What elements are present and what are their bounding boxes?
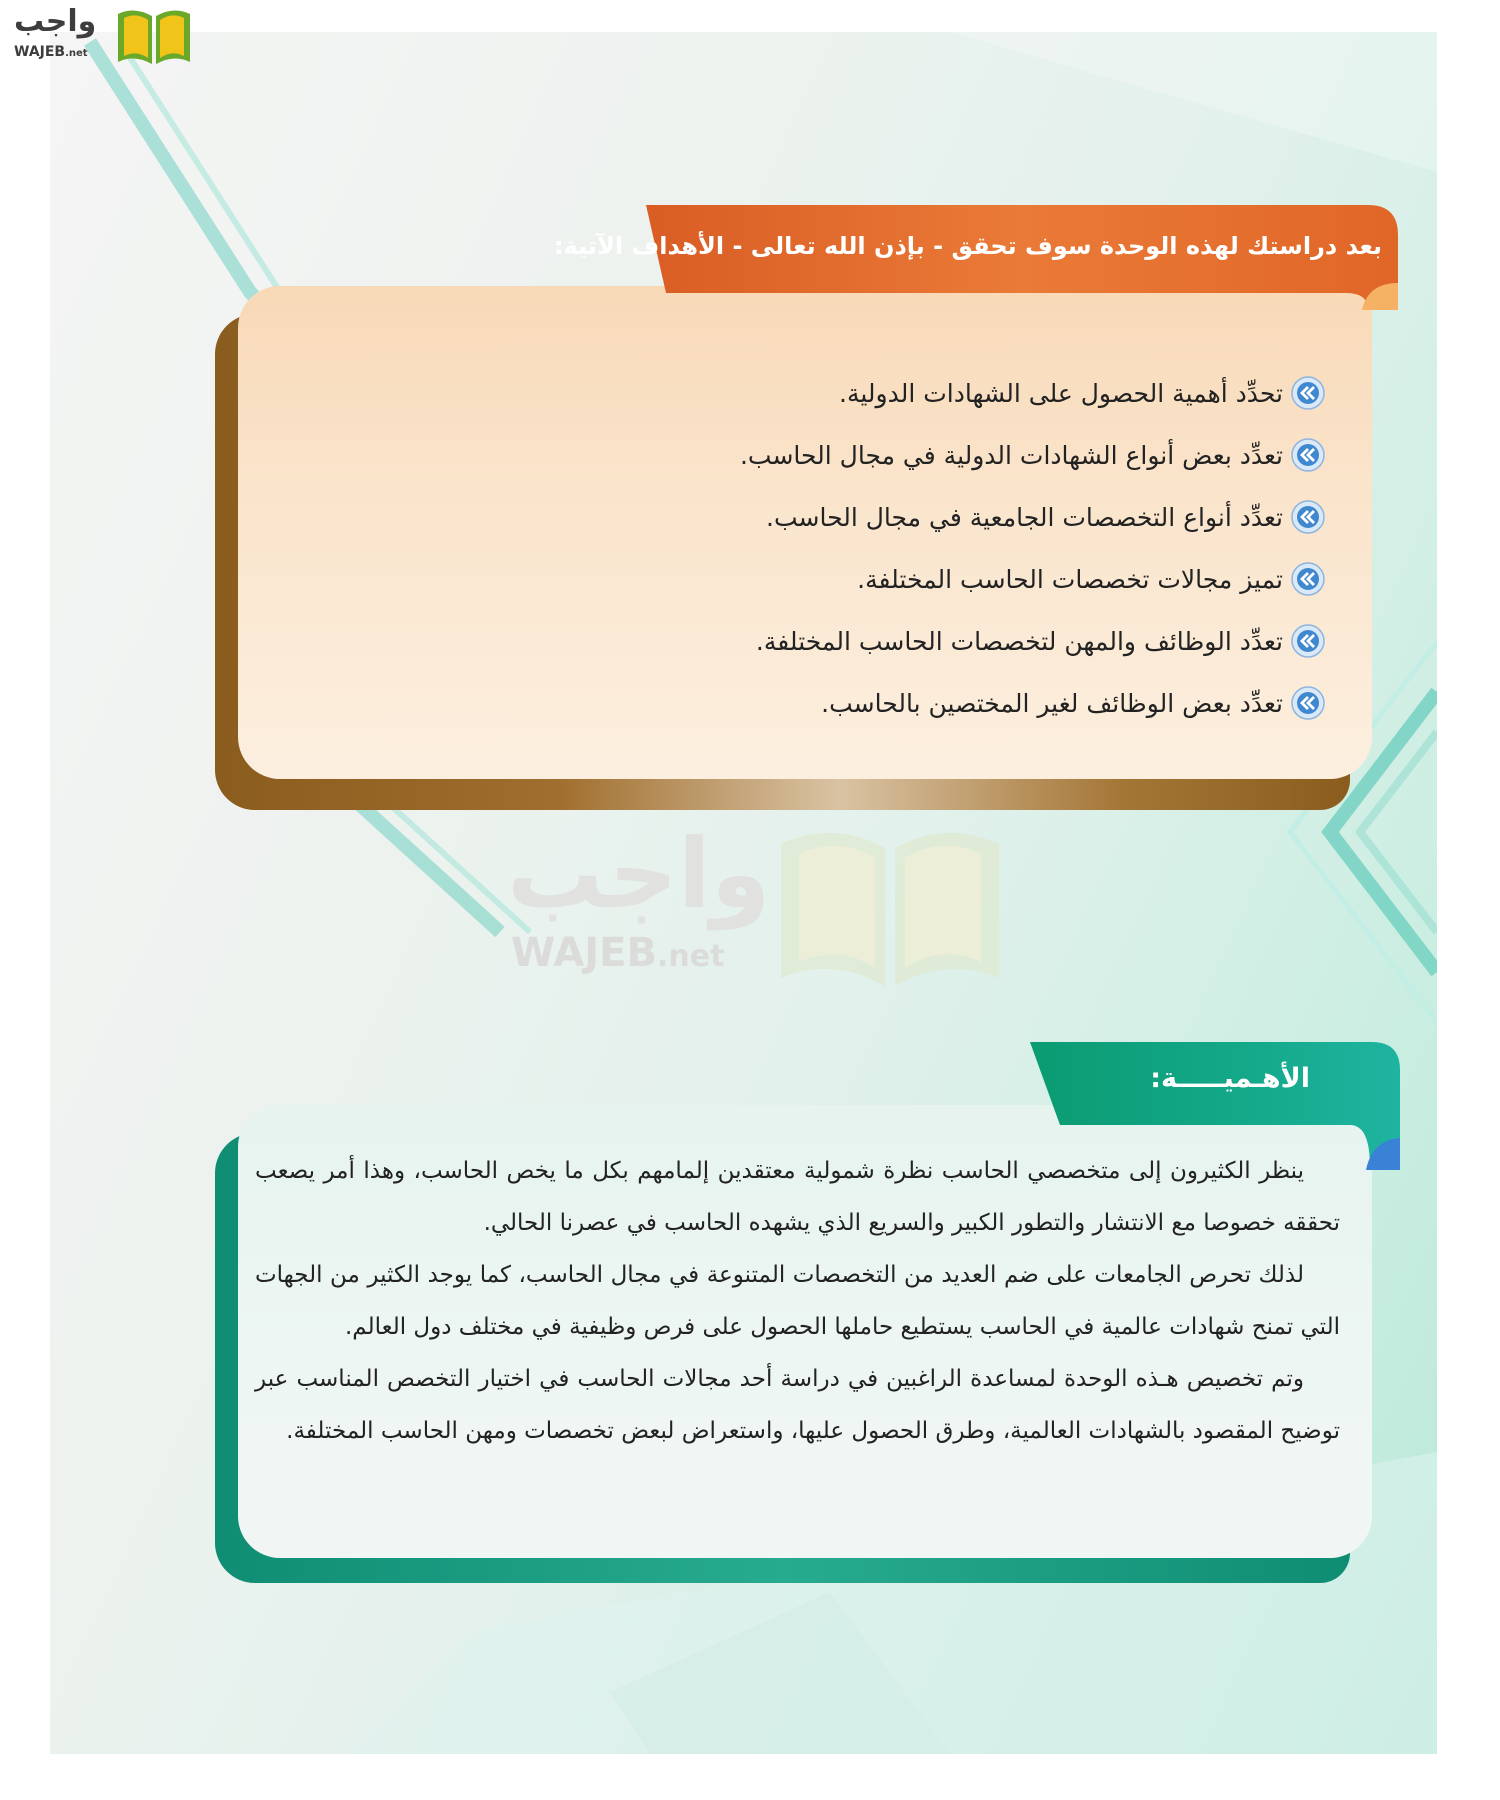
logo-latin-text: WAJEB.net: [14, 44, 88, 60]
list-item: [300, 362, 1325, 424]
double-chevron-left-icon: [1291, 686, 1325, 720]
open-book-icon: [775, 818, 1005, 988]
double-chevron-left-icon: [1291, 500, 1325, 534]
list-item: [300, 424, 1325, 486]
watermark-latin-text: WAJEB.net: [511, 930, 725, 976]
double-chevron-left-icon: [1291, 624, 1325, 658]
list-item: [300, 486, 1325, 548]
double-chevron-left-icon: [1291, 562, 1325, 596]
objective-text: تعدِّد بعض الوظائف لغير المختصين بالحاسب.: [821, 688, 1283, 718]
list-item: [300, 610, 1325, 672]
list-item: [300, 548, 1325, 610]
objective-text: تعدِّد بعض أنواع الشهادات الدولية في مجال الحاسب.: [739, 440, 1283, 470]
importance-paragraph: ينظر الكثيرون إلى متخصصي الحاسب نظرة شمولية معتقدين إلمامهم بكل ما يخص الحاسب، وهذا أمر يصعب تحققه خصوصا مع الانتشار والتطور الكبير والسريع الذي يشهده الحاسب في عصرنا الحالي.: [255, 1158, 1340, 1236]
open-book-icon: [114, 6, 194, 66]
double-chevron-left-icon: [1291, 438, 1325, 472]
objective-text: تحدِّد أهمية الحصول على الشهادات الدولية.: [839, 378, 1283, 408]
site-logo[interactable]: [8, 4, 194, 66]
logo-arabic-text: واجب: [14, 4, 97, 39]
watermark-arabic-text: واجب: [507, 818, 771, 930]
importance-title: الأهـميـــــة:: [1150, 1063, 1310, 1094]
importance-paragraph: وتم تخصيص هـذه الوحدة لمساعدة الراغبين في دراسة أحد مجالات الحاسب في اختيار التخصص المناسب عبر توضيح المقصود بالشهادات العالمية، وطرق الحصول عليها، واستعراض لبعض تخصصات ومهن الحاسب المختلفة.: [255, 1366, 1340, 1444]
watermark: [505, 818, 1005, 988]
importance-body: [255, 1145, 1340, 1457]
objective-text: تميز مجالات تخصصات الحاسب المختلفة.: [857, 564, 1283, 594]
objectives-list: [300, 362, 1325, 734]
list-item: [300, 672, 1325, 734]
objective-text: تعدِّد الوظائف والمهن لتخصصات الحاسب المختلفة.: [755, 626, 1283, 656]
objectives-title: بعد دراستك لهذه الوحدة سوف تحقق - بإذن الله تعالى - الأهداف الآتية:: [554, 232, 1382, 260]
importance-paragraph: لذلك تحرص الجامعات على ضم العديد من التخصصات المتنوعة في مجال الحاسب، كما يوجد الكثير من الجهات التي تمنح شهادات عالمية في الحاسب يستطيع حاملها الحصول على فرص وظيفية في مختلف دول العالم.: [255, 1262, 1340, 1340]
double-chevron-left-icon: [1291, 376, 1325, 410]
objective-text: تعدِّد أنواع التخصصات الجامعية في مجال الحاسب.: [766, 502, 1283, 532]
